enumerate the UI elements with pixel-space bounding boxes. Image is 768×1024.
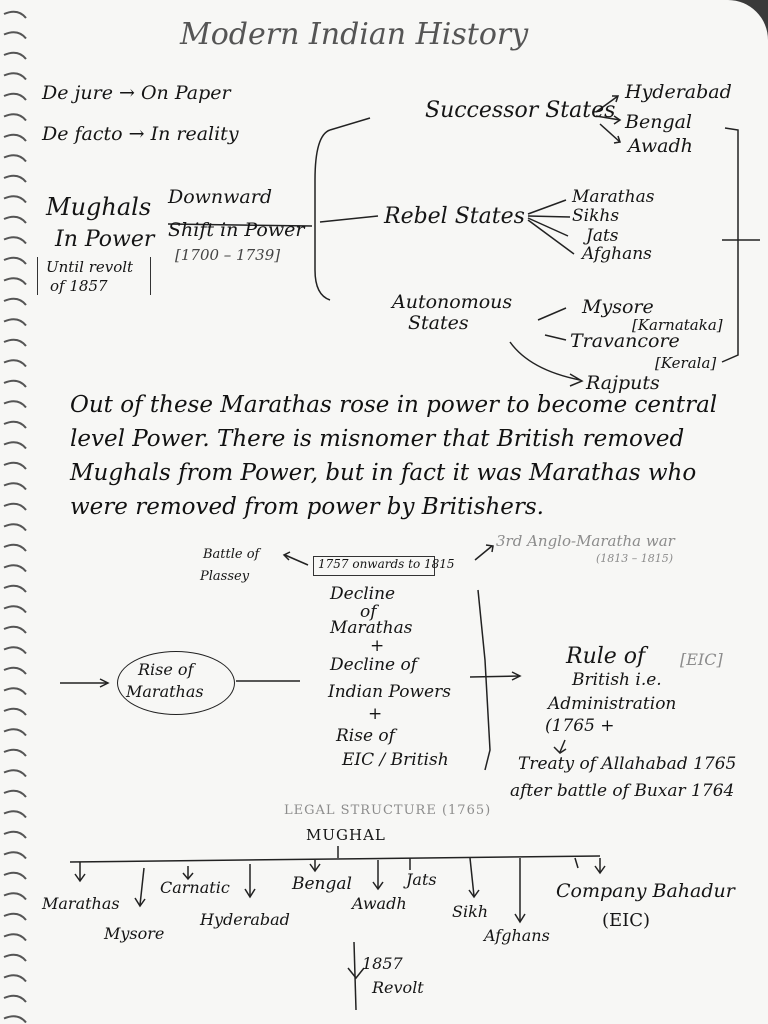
successor-item-hyderabad: Hyderabad	[625, 81, 732, 103]
legal-item-company-bahadur: Company Bahadur	[556, 880, 735, 902]
until-revolt-1: Until revolt	[46, 258, 134, 276]
rise-line-2: Marathas	[126, 682, 204, 701]
legal-root-mughal: MUGHAL	[306, 826, 386, 844]
legal-item-sikh: Sikh	[452, 902, 489, 921]
rule-l2: British i.e.	[572, 670, 662, 690]
onwards-label: 1757 onwards to 1815	[318, 557, 455, 571]
decline-l3: Marathas	[330, 618, 413, 638]
legal-item-eic: (EIC)	[602, 910, 651, 931]
de-facto-definition: De facto → In reality	[42, 123, 239, 145]
rebel-item-afghans: Afghans	[582, 244, 652, 264]
page-title: Modern Indian History	[180, 17, 529, 52]
rebel-item-jats: Jats	[586, 226, 619, 246]
autonomous-label-2: States	[408, 312, 469, 334]
after-battle-of-buxar: after battle of Buxar 1764	[510, 781, 735, 801]
decline-l2: of	[360, 602, 377, 622]
in-power-label: In Power	[55, 227, 155, 252]
summary-paragraph: Out of these Marathas rose in power to become central level Power. There is misnomer that British removed Mughals from Power, but in fact it was Marathas who were removed from power by Britishers.	[70, 392, 718, 520]
decline-l4: Decline of	[330, 655, 418, 675]
rebel-item-sikhs: Sikhs	[572, 206, 620, 226]
autonomous-rajputs: Rajputs	[586, 372, 660, 394]
autonomous-mysore: Mysore	[582, 296, 654, 318]
third-anglo-maratha-war: 3rd Anglo-Maratha war	[496, 532, 675, 550]
legal-item-bengal: Bengal	[292, 874, 352, 894]
legal-item-afghans: Afghans	[484, 926, 550, 945]
decline-plus-1: +	[370, 636, 385, 656]
decline-l1: Decline	[330, 584, 396, 604]
legal-structure-heading: LEGAL STRUCTURE (1765)	[284, 803, 492, 818]
rebel-item-marathas: Marathas	[572, 187, 655, 207]
legal-item-jats: Jats	[406, 870, 437, 889]
autonomous-travancore: Travancore	[570, 330, 680, 352]
revolt-label: Revolt	[372, 978, 424, 997]
revolt-year: 1857	[362, 954, 403, 973]
rule-l1: Rule of	[566, 644, 646, 669]
treaty-of-allahabad: Treaty of Allahabad 1765	[518, 754, 737, 774]
rebel-states-label: Rebel States	[384, 204, 525, 229]
rule-eic: [EIC]	[680, 650, 723, 669]
successor-item-awadh: Awadh	[628, 135, 693, 157]
decline-l6: Rise of	[336, 726, 395, 746]
rule-l4: (1765 +	[545, 716, 615, 736]
autonomous-kerala: [Kerala]	[655, 354, 717, 372]
legal-item-awadh: Awadh	[352, 894, 407, 913]
shift-years: [1700 – 1739]	[175, 246, 281, 264]
successor-item-bengal: Bengal	[625, 111, 693, 133]
legal-item-hyderabad: Hyderabad	[200, 910, 290, 929]
until-revolt-2: of 1857	[50, 277, 108, 295]
legal-item-mysore: Mysore	[104, 924, 165, 943]
legal-item-marathas: Marathas	[42, 894, 120, 913]
de-jure-definition: De jure → On Paper	[42, 82, 231, 104]
autonomous-karnataka: [Karnataka]	[632, 316, 723, 334]
rule-l3: Administration	[548, 694, 677, 714]
decline-l5: Indian Powers	[328, 682, 451, 702]
rise-line-1: Rise of	[138, 660, 194, 679]
legal-item-carnatic: Carnatic	[160, 878, 230, 897]
battle-of-plassey-1: Battle of	[203, 547, 260, 562]
battle-of-plassey-2: Plassey	[200, 569, 250, 584]
mughals-label: Mughals	[46, 193, 152, 221]
third-war-years: (1813 – 1815)	[596, 552, 674, 565]
successor-states-label: Successor States	[425, 98, 616, 123]
autonomous-label-1: Autonomous	[392, 291, 513, 313]
decline-l7: EIC / British	[342, 750, 449, 770]
shift-in-power-label: Shift in Power	[168, 219, 305, 241]
downward-label: Downward	[168, 186, 273, 208]
decline-plus-2: +	[368, 704, 383, 724]
